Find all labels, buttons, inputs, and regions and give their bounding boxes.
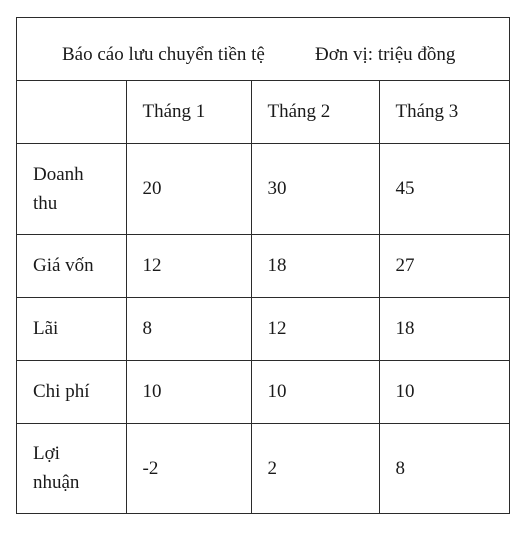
row-label: Lãi bbox=[17, 297, 126, 360]
table-row-net-profit bbox=[17, 423, 509, 513]
table-cell: 12 bbox=[126, 234, 251, 297]
table-cell: 10 bbox=[251, 360, 379, 423]
table-cell: 10 bbox=[379, 360, 509, 423]
row-label: Doanh thu bbox=[17, 143, 126, 234]
table-cell: -2 bbox=[126, 423, 251, 513]
table-row-cost bbox=[17, 234, 509, 297]
header-cell-month-1: Tháng 1 bbox=[126, 80, 251, 143]
table-cell: 20 bbox=[126, 143, 251, 234]
data-table bbox=[17, 80, 509, 513]
table-cell: 18 bbox=[379, 297, 509, 360]
table-cell: 10 bbox=[126, 360, 251, 423]
table-row-gross-profit bbox=[17, 297, 509, 360]
table-cell: 27 bbox=[379, 234, 509, 297]
table-cell: 12 bbox=[251, 297, 379, 360]
table-cell: 18 bbox=[251, 234, 379, 297]
table-cell: 8 bbox=[126, 297, 251, 360]
header-cell-month-2: Tháng 2 bbox=[251, 80, 379, 143]
table-header-row bbox=[17, 80, 509, 143]
table-cell: 8 bbox=[395, 457, 405, 479]
row-label: Giá vốn bbox=[17, 234, 126, 297]
header-cell-empty bbox=[17, 80, 126, 143]
report-unit: Đơn vị: triệu đồng bbox=[315, 44, 456, 65]
row-label: Chi phí bbox=[17, 360, 126, 423]
row-label: Lợi nhuận bbox=[17, 423, 126, 513]
report-header bbox=[17, 18, 509, 81]
cash-flow-report bbox=[16, 17, 510, 514]
table-cell: 30 bbox=[251, 143, 379, 234]
table-cell: 45 bbox=[379, 143, 509, 234]
table-cell: 2 bbox=[251, 423, 379, 513]
table-row-revenue bbox=[17, 143, 509, 234]
header-cell-month-3: Tháng 3 bbox=[379, 80, 509, 143]
report-title: Báo cáo lưu chuyển tiền tệ bbox=[62, 44, 265, 65]
table-row-expenses bbox=[17, 360, 509, 423]
